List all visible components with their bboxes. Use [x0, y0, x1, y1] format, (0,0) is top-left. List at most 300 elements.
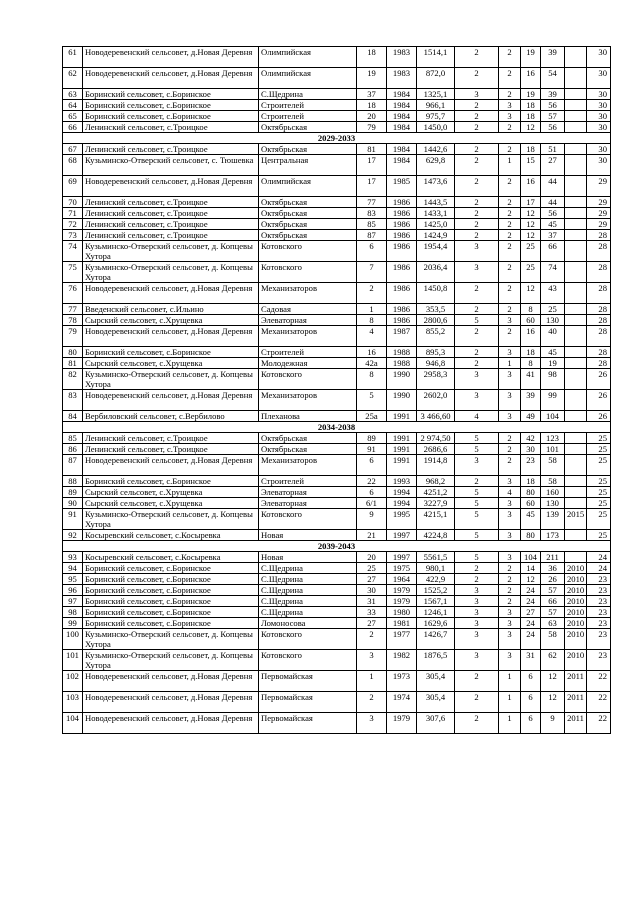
cell-year: 1990 — [387, 390, 417, 411]
table-row — [63, 47, 611, 68]
cell-house: 37 — [357, 89, 387, 100]
cell-year: 1997 — [387, 552, 417, 563]
table-row — [63, 144, 611, 155]
cell-year: 1975 — [387, 563, 417, 574]
cell-street: Механизаторов — [259, 326, 357, 347]
cell-entrances: 3 — [499, 369, 521, 390]
cell-entrances: 3 — [499, 390, 521, 411]
cell-floors: 2 — [455, 326, 499, 347]
cell-n: 69 — [63, 176, 83, 197]
cell-n: 96 — [63, 585, 83, 596]
cell-c8: 25 — [521, 262, 541, 283]
cell-settlement: Боринский сельсовет, с.Боринское — [83, 347, 259, 358]
table-row — [63, 713, 611, 734]
table-row — [63, 650, 611, 671]
table-row — [63, 155, 611, 176]
table-row — [63, 444, 611, 455]
cell-floors: 2 — [455, 100, 499, 111]
cell-house: 87 — [357, 230, 387, 241]
cell-c9: 36 — [541, 563, 565, 574]
cell-c9: 44 — [541, 197, 565, 208]
cell-house: 20 — [357, 111, 387, 122]
cell-house: 85 — [357, 219, 387, 230]
cell-c10 — [565, 411, 587, 422]
cell-area: 2036,4 — [417, 262, 455, 283]
cell-year: 1991 — [387, 455, 417, 476]
cell-c11: 30 — [587, 100, 611, 111]
cell-c8: 12 — [521, 122, 541, 133]
cell-c10: 2015 — [565, 509, 587, 530]
cell-area: 4251,2 — [417, 487, 455, 498]
cell-street: Строителей — [259, 100, 357, 111]
cell-c9: 123 — [541, 433, 565, 444]
cell-house: 27 — [357, 574, 387, 585]
cell-c8: 18 — [521, 100, 541, 111]
cell-area: 1443,5 — [417, 197, 455, 208]
cell-c8: 12 — [521, 574, 541, 585]
cell-c10 — [565, 219, 587, 230]
cell-settlement: Боринский сельсовет, с.Боринское — [83, 476, 259, 487]
cell-year: 1986 — [387, 230, 417, 241]
cell-year: 1993 — [387, 476, 417, 487]
cell-floors: 5 — [455, 509, 499, 530]
cell-c10 — [565, 208, 587, 219]
cell-entrances: 3 — [499, 100, 521, 111]
cell-settlement: Новодеревенский сельсовет, д.Новая Деревня — [83, 68, 259, 89]
cell-c9: 12 — [541, 671, 565, 692]
cell-c10 — [565, 89, 587, 100]
cell-c10 — [565, 47, 587, 68]
cell-c10 — [565, 230, 587, 241]
cell-settlement: Кузьминско-Отверский сельсовет, д. Копцевы Хутора — [83, 509, 259, 530]
table-row — [63, 122, 611, 133]
cell-area: 305,4 — [417, 692, 455, 713]
cell-area: 2958,3 — [417, 369, 455, 390]
cell-house: 3 — [357, 650, 387, 671]
cell-c8: 39 — [521, 390, 541, 411]
cell-c8: 24 — [521, 629, 541, 650]
cell-floors: 2 — [455, 230, 499, 241]
cell-area: 1567,1 — [417, 596, 455, 607]
cell-floors: 2 — [455, 574, 499, 585]
cell-c8: 60 — [521, 315, 541, 326]
cell-c11: 28 — [587, 283, 611, 304]
table-row — [63, 530, 611, 541]
cell-n: 100 — [63, 629, 83, 650]
cell-entrances: 1 — [499, 358, 521, 369]
cell-house: 25а — [357, 411, 387, 422]
cell-area: 855,2 — [417, 326, 455, 347]
cell-c9: 58 — [541, 476, 565, 487]
cell-settlement: Косыревский сельсовет, с.Косыревка — [83, 530, 259, 541]
cell-c10 — [565, 155, 587, 176]
cell-c11: 23 — [587, 607, 611, 618]
cell-floors: 3 — [455, 596, 499, 607]
cell-c10 — [565, 390, 587, 411]
cell-house: 81 — [357, 144, 387, 155]
cell-area: 968,2 — [417, 476, 455, 487]
cell-c8: 14 — [521, 563, 541, 574]
cell-street: Олимпийская — [259, 176, 357, 197]
cell-year: 1979 — [387, 585, 417, 596]
cell-floors: 2 — [455, 476, 499, 487]
cell-house: 18 — [357, 47, 387, 68]
cell-house: 18 — [357, 100, 387, 111]
cell-n: 99 — [63, 618, 83, 629]
cell-n: 103 — [63, 692, 83, 713]
cell-street: Элеваторная — [259, 315, 357, 326]
cell-street: Строителей — [259, 347, 357, 358]
table-row — [63, 607, 611, 618]
cell-n: 64 — [63, 100, 83, 111]
cell-c10 — [565, 176, 587, 197]
cell-n: 80 — [63, 347, 83, 358]
cell-entrances: 3 — [499, 347, 521, 358]
cell-street: Механизаторов — [259, 390, 357, 411]
table-row — [63, 574, 611, 585]
cell-entrances: 2 — [499, 176, 521, 197]
cell-year: 1991 — [387, 444, 417, 455]
cell-c8: 31 — [521, 650, 541, 671]
cell-floors: 3 — [455, 607, 499, 618]
cell-n: 82 — [63, 369, 83, 390]
cell-area: 2686,6 — [417, 444, 455, 455]
cell-n: 85 — [63, 433, 83, 444]
cell-year: 1984 — [387, 122, 417, 133]
cell-settlement: Ленинский сельсовет, с.Троицкое — [83, 230, 259, 241]
cell-c10: 2010 — [565, 607, 587, 618]
cell-c9: 25 — [541, 304, 565, 315]
cell-floors: 2 — [455, 713, 499, 734]
cell-house: 6 — [357, 487, 387, 498]
cell-c8: 12 — [521, 230, 541, 241]
cell-c10 — [565, 68, 587, 89]
cell-c9: 57 — [541, 111, 565, 122]
cell-area: 1325,1 — [417, 89, 455, 100]
cell-settlement: Боринский сельсовет, с.Боринское — [83, 607, 259, 618]
cell-house: 17 — [357, 176, 387, 197]
cell-n: 93 — [63, 552, 83, 563]
cell-street: С.Щедрина — [259, 585, 357, 596]
cell-year: 1990 — [387, 369, 417, 390]
cell-c10 — [565, 433, 587, 444]
cell-year: 1986 — [387, 197, 417, 208]
cell-settlement: Ленинский сельсовет, с.Троицкое — [83, 433, 259, 444]
cell-c11: 25 — [587, 498, 611, 509]
table-row — [63, 68, 611, 89]
cell-n: 97 — [63, 596, 83, 607]
cell-c8: 24 — [521, 618, 541, 629]
cell-entrances: 1 — [499, 713, 521, 734]
table-row — [63, 509, 611, 530]
cell-house: 2 — [357, 629, 387, 650]
cell-year: 1986 — [387, 304, 417, 315]
cell-area: 1433,1 — [417, 208, 455, 219]
cell-c11: 25 — [587, 444, 611, 455]
cell-c11: 26 — [587, 369, 611, 390]
cell-year: 1986 — [387, 241, 417, 262]
table-row — [63, 476, 611, 487]
cell-c11: 23 — [587, 596, 611, 607]
cell-c11: 25 — [587, 530, 611, 541]
cell-area: 4215,1 — [417, 509, 455, 530]
cell-entrances: 3 — [499, 530, 521, 541]
table-row — [63, 358, 611, 369]
cell-year: 1991 — [387, 433, 417, 444]
cell-floors: 2 — [455, 563, 499, 574]
cell-house: 33 — [357, 607, 387, 618]
cell-entrances: 1 — [499, 692, 521, 713]
cell-area: 305,4 — [417, 671, 455, 692]
table-row — [63, 629, 611, 650]
cell-entrances: 2 — [499, 197, 521, 208]
cell-house: 91 — [357, 444, 387, 455]
cell-street: Первомайская — [259, 713, 357, 734]
cell-entrances: 4 — [499, 487, 521, 498]
cell-floors: 2 — [455, 358, 499, 369]
cell-house: 5 — [357, 390, 387, 411]
cell-c10 — [565, 304, 587, 315]
cell-floors: 2 — [455, 197, 499, 208]
cell-c10 — [565, 530, 587, 541]
cell-year: 1984 — [387, 100, 417, 111]
cell-entrances: 3 — [499, 476, 521, 487]
cell-settlement: Боринский сельсовет, с.Боринское — [83, 574, 259, 585]
cell-entrances: 3 — [499, 607, 521, 618]
cell-entrances: 2 — [499, 47, 521, 68]
cell-street: Строителей — [259, 476, 357, 487]
cell-entrances: 2 — [499, 89, 521, 100]
cell-settlement: Косыревский сельсовет, с.Косыревка — [83, 552, 259, 563]
cell-street: Молодежная — [259, 358, 357, 369]
cell-floors: 5 — [455, 315, 499, 326]
cell-c10 — [565, 358, 587, 369]
cell-c9: 160 — [541, 487, 565, 498]
cell-settlement: Сырский сельсовет, с.Хрущевка — [83, 358, 259, 369]
cell-c8: 8 — [521, 358, 541, 369]
cell-n: 76 — [63, 283, 83, 304]
cell-c8: 23 — [521, 455, 541, 476]
cell-area: 353,5 — [417, 304, 455, 315]
cell-street: Плеханова — [259, 411, 357, 422]
period-section-label: 2034-2038 — [63, 422, 611, 433]
cell-street: С.Щедрина — [259, 607, 357, 618]
cell-c9: 45 — [541, 219, 565, 230]
cell-house: 6 — [357, 241, 387, 262]
cell-c11: 25 — [587, 455, 611, 476]
cell-c10: 2010 — [565, 574, 587, 585]
cell-entrances: 2 — [499, 262, 521, 283]
period-section-label: 2029-2033 — [63, 133, 611, 144]
period-section-row — [63, 541, 611, 552]
cell-settlement: Боринский сельсовет, с.Боринское — [83, 100, 259, 111]
cell-n: 90 — [63, 498, 83, 509]
cell-entrances: 2 — [499, 122, 521, 133]
cell-year: 1983 — [387, 68, 417, 89]
cell-settlement: Боринский сельсовет, с.Боринское — [83, 89, 259, 100]
cell-floors: 3 — [455, 629, 499, 650]
cell-n: 68 — [63, 155, 83, 176]
cell-n: 104 — [63, 713, 83, 734]
cell-c9: 57 — [541, 585, 565, 596]
cell-street: Октябрьская — [259, 444, 357, 455]
cell-area: 946,8 — [417, 358, 455, 369]
cell-street: Первомайская — [259, 692, 357, 713]
cell-area: 1629,6 — [417, 618, 455, 629]
cell-house: 2 — [357, 283, 387, 304]
cell-settlement: Боринский сельсовет, с.Боринское — [83, 563, 259, 574]
cell-c10 — [565, 197, 587, 208]
cell-c11: 29 — [587, 197, 611, 208]
cell-entrances: 3 — [499, 498, 521, 509]
cell-c9: 56 — [541, 208, 565, 219]
cell-c8: 15 — [521, 155, 541, 176]
table-row — [63, 369, 611, 390]
cell-settlement: Ленинский сельсовет, с.Троицкое — [83, 122, 259, 133]
cell-year: 1994 — [387, 498, 417, 509]
cell-c11: 25 — [587, 509, 611, 530]
cell-street: Первомайская — [259, 671, 357, 692]
cell-c9: 45 — [541, 347, 565, 358]
cell-n: 63 — [63, 89, 83, 100]
cell-c10: 2010 — [565, 585, 587, 596]
cell-c11: 24 — [587, 552, 611, 563]
cell-floors: 3 — [455, 369, 499, 390]
cell-settlement: Ленинский сельсовет, с.Троицкое — [83, 208, 259, 219]
cell-year: 1977 — [387, 629, 417, 650]
cell-entrances: 3 — [499, 111, 521, 122]
cell-house: 25 — [357, 563, 387, 574]
cell-c9: 39 — [541, 47, 565, 68]
cell-area: 1442,6 — [417, 144, 455, 155]
cell-street: Октябрьская — [259, 219, 357, 230]
cell-area: 1954,4 — [417, 241, 455, 262]
cell-c11: 29 — [587, 176, 611, 197]
cell-year: 1994 — [387, 487, 417, 498]
cell-c8: 8 — [521, 304, 541, 315]
cell-area: 1473,6 — [417, 176, 455, 197]
cell-c8: 17 — [521, 197, 541, 208]
cell-c8: 27 — [521, 607, 541, 618]
cell-c10 — [565, 498, 587, 509]
table-row — [63, 197, 611, 208]
cell-area: 1426,7 — [417, 629, 455, 650]
cell-street: Центральная — [259, 155, 357, 176]
table-row — [63, 89, 611, 100]
cell-c10 — [565, 122, 587, 133]
cell-c8: 80 — [521, 487, 541, 498]
cell-year: 1986 — [387, 208, 417, 219]
cell-c8: 49 — [521, 411, 541, 422]
cell-c10 — [565, 476, 587, 487]
cell-c8: 18 — [521, 347, 541, 358]
cell-street: Новая — [259, 552, 357, 563]
cell-settlement: Боринский сельсовет, с.Боринское — [83, 111, 259, 122]
cell-c10: 2010 — [565, 563, 587, 574]
cell-year: 1964 — [387, 574, 417, 585]
cell-house: 9 — [357, 509, 387, 530]
cell-area: 1450,0 — [417, 122, 455, 133]
cell-entrances: 2 — [499, 563, 521, 574]
cell-n: 101 — [63, 650, 83, 671]
cell-house: 89 — [357, 433, 387, 444]
cell-street: Котовского — [259, 629, 357, 650]
cell-c11: 28 — [587, 347, 611, 358]
cell-n: 78 — [63, 315, 83, 326]
housing-stock-table — [62, 46, 611, 734]
cell-floors: 2 — [455, 671, 499, 692]
cell-c10 — [565, 315, 587, 326]
cell-n: 98 — [63, 607, 83, 618]
table-row — [63, 347, 611, 358]
cell-n: 84 — [63, 411, 83, 422]
cell-c8: 18 — [521, 476, 541, 487]
cell-c8: 12 — [521, 219, 541, 230]
cell-c11: 22 — [587, 713, 611, 734]
cell-house: 83 — [357, 208, 387, 219]
cell-year: 1979 — [387, 713, 417, 734]
cell-floors: 2 — [455, 283, 499, 304]
cell-c10 — [565, 347, 587, 358]
cell-floors: 3 — [455, 455, 499, 476]
cell-c9: 99 — [541, 390, 565, 411]
cell-c9: 66 — [541, 241, 565, 262]
cell-house: 6/1 — [357, 498, 387, 509]
cell-c10 — [565, 241, 587, 262]
cell-entrances: 2 — [499, 208, 521, 219]
cell-c11: 28 — [587, 241, 611, 262]
table-row — [63, 671, 611, 692]
cell-settlement: Введенский сельсовет, с.Ильино — [83, 304, 259, 315]
cell-area: 1424,9 — [417, 230, 455, 241]
cell-n: 62 — [63, 68, 83, 89]
cell-n: 87 — [63, 455, 83, 476]
cell-c9: 63 — [541, 618, 565, 629]
cell-settlement: Боринский сельсовет, с.Боринское — [83, 585, 259, 596]
cell-n: 77 — [63, 304, 83, 315]
cell-c9: 39 — [541, 89, 565, 100]
cell-c9: 27 — [541, 155, 565, 176]
cell-c10 — [565, 455, 587, 476]
cell-floors: 5 — [455, 487, 499, 498]
cell-n: 67 — [63, 144, 83, 155]
cell-floors: 3 — [455, 262, 499, 283]
cell-year: 1973 — [387, 671, 417, 692]
cell-n: 70 — [63, 197, 83, 208]
cell-settlement: Кузьминско-Отверский сельсовет, д. Копцевы Хутора — [83, 650, 259, 671]
cell-area: 422,9 — [417, 574, 455, 585]
cell-entrances: 3 — [499, 629, 521, 650]
cell-year: 1979 — [387, 596, 417, 607]
table-row — [63, 455, 611, 476]
table-row — [63, 618, 611, 629]
cell-year: 1997 — [387, 530, 417, 541]
cell-entrances: 2 — [499, 241, 521, 262]
cell-entrances: 2 — [499, 304, 521, 315]
cell-floors: 3 — [455, 585, 499, 596]
cell-year: 1986 — [387, 315, 417, 326]
cell-c10 — [565, 326, 587, 347]
cell-c11: 29 — [587, 219, 611, 230]
cell-house: 1 — [357, 304, 387, 315]
cell-floors: 3 — [455, 241, 499, 262]
cell-c11: 26 — [587, 411, 611, 422]
cell-settlement: Новодеревенский сельсовет, д.Новая Деревня — [83, 283, 259, 304]
table-row — [63, 230, 611, 241]
cell-street: Октябрьская — [259, 122, 357, 133]
cell-c9: 19 — [541, 358, 565, 369]
cell-year: 1982 — [387, 650, 417, 671]
